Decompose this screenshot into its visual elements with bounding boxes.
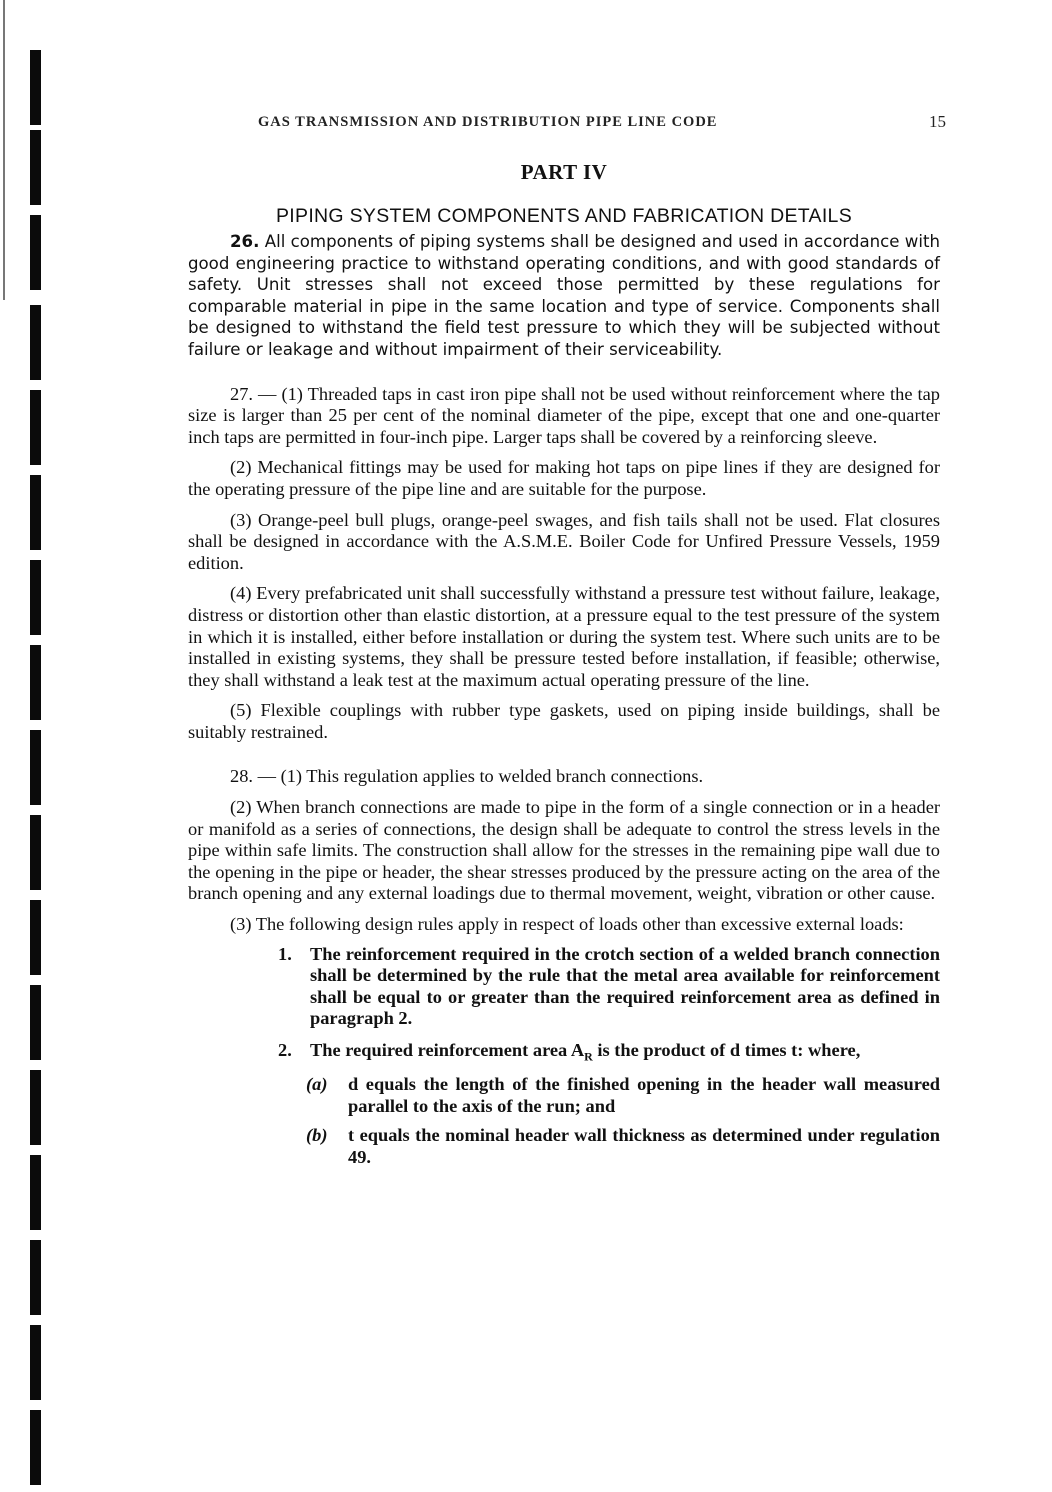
margin-mark xyxy=(30,730,41,805)
subscript: R xyxy=(584,1049,593,1064)
margin-mark xyxy=(30,475,41,550)
regulation-number: 27. — xyxy=(230,383,277,404)
regulation-text: All components of piping systems shall be designed and used in accordance with good engineering practice to withstand operating conditions, and with good standards of safety. Unit stresses shall not exceed those permitted by these regulations for comparable material in pipe in the same location and type of service. Components shall be designed to withstand the field test pressure to which they will be subjected without failure or leakage and without impairment of their serviceability. xyxy=(188,232,940,359)
margin-mark xyxy=(30,985,41,1060)
regulation-27-5: (5) Flexible couplings with rubber type gaskets, used on piping inside buildings, shall be suitably restrained. xyxy=(188,700,940,742)
sub-item-label: (a) xyxy=(306,1074,328,1095)
margin-mark xyxy=(30,50,41,125)
list-item xyxy=(188,1040,940,1169)
regulation-27-1 xyxy=(188,384,940,449)
margin-mark xyxy=(30,900,41,975)
list-item-text-cont: is the product of d times t: where, xyxy=(592,1040,861,1060)
margin-mark xyxy=(30,1325,41,1400)
margin-mark xyxy=(30,130,41,205)
list-item-number: 2. xyxy=(278,1040,292,1060)
paragraph-text: (1) This regulation applies to welded branch connections. xyxy=(280,766,704,787)
sub-list-item xyxy=(306,1074,940,1117)
regulation-27-3: (3) Orange-peel bull plugs, orange-peel swages, and fish tails shall not be used. Flat closures shall be designed in accordance with the A.S.M.E. Boiler Code for Unfired Pressure Vessels, 1959 edition. xyxy=(188,509,940,573)
running-header xyxy=(188,110,946,138)
margin-mark xyxy=(30,305,41,380)
margin-mark xyxy=(30,815,41,890)
margin-mark xyxy=(30,390,41,465)
part-title: PART IV xyxy=(520,160,608,184)
regulation-28-2: (2) When branch connections are made to pipe in the form of a single connection or in a header or manifold as a series of connections, the design shall be adequate to control the stress levels in the pipe within safe limits. The construction shall allow for the stresses in the remaining pipe wall due to the opening in the pipe or header, the shear stresses produced by the pressure acting on the area of the branch opening and any external loadings due to thermal movement, weight, vibration or other cause. xyxy=(188,797,940,904)
paragraph-text: (1) Threaded taps in cast iron pipe shall not be used without reinforcement where the tap size is larger than 25 per cent of the nominal diameter of the pipe, except that one and one-quarter inch taps are permitted in four-inch pipe. Larger taps shall be covered by a reinforcing sleeve. xyxy=(188,383,940,447)
margin-mark xyxy=(30,215,41,290)
list-item-text: The reinforcement required in the crotch section of a welded branch connection shall be determined by the rule that the metal area available for reinforcement shall be equal to or greater than the required reinforcement area as defined in paragraph 2. xyxy=(310,943,940,1029)
list-item xyxy=(188,944,940,1030)
margin-mark xyxy=(30,560,41,635)
sub-list-item xyxy=(306,1125,940,1168)
list-item-text: The required reinforcement area A xyxy=(310,1040,585,1060)
regulation-number: 28. — xyxy=(230,766,276,787)
margin-mark xyxy=(30,1240,41,1315)
sub-list xyxy=(306,1074,940,1168)
sub-item-text: d equals the length of the finished opening in the header wall measured parallel to the axis of the run; and xyxy=(348,1074,940,1116)
list-item-number: 1. xyxy=(278,943,292,964)
regulation-28-3: (3) The following design rules apply in respect of loads other than excessive external loads: xyxy=(230,914,904,935)
regulation-27-2: (2) Mechanical fittings may be used for making hot taps on pipe lines if they are designed for the operating pressure of the pipe line and are suitable for the purpose. xyxy=(188,457,940,499)
regulation-28-1 xyxy=(188,766,940,788)
design-rules-list xyxy=(188,944,940,1169)
document-page xyxy=(188,110,946,1179)
margin-mark xyxy=(30,1155,41,1230)
margin-mark xyxy=(30,1070,41,1145)
regulation-number: 26. xyxy=(230,232,260,251)
regulation-26 xyxy=(188,231,940,361)
page-number: 15 xyxy=(929,112,946,131)
running-title: GAS TRANSMISSION AND DISTRIBUTION PIPE LINE CODE xyxy=(258,114,718,130)
margin-mark xyxy=(30,645,41,720)
page-edge-line xyxy=(3,0,5,300)
sub-item-text: t equals the nominal header wall thickness as determined under regulation 49. xyxy=(348,1125,940,1168)
sub-item-label: (b) xyxy=(306,1125,328,1146)
section-title: PIPING SYSTEM COMPONENTS AND FABRICATION DETAILS xyxy=(275,205,852,227)
regulation-27-4: (4) Every prefabricated unit shall successfully withstand a pressure test without failure, leakage, distress or distortion other than elastic distortion, at a pressure equal to the test pressure of the system in which it is installed, either before installation or during the system test. Where such units are to be installed in existing systems, they shall be pressure tested before installation, if feasible; otherwise, they shall withstand a leak test at the maximum actual operating pressure of the line. xyxy=(188,583,940,690)
margin-mark xyxy=(30,1410,41,1485)
